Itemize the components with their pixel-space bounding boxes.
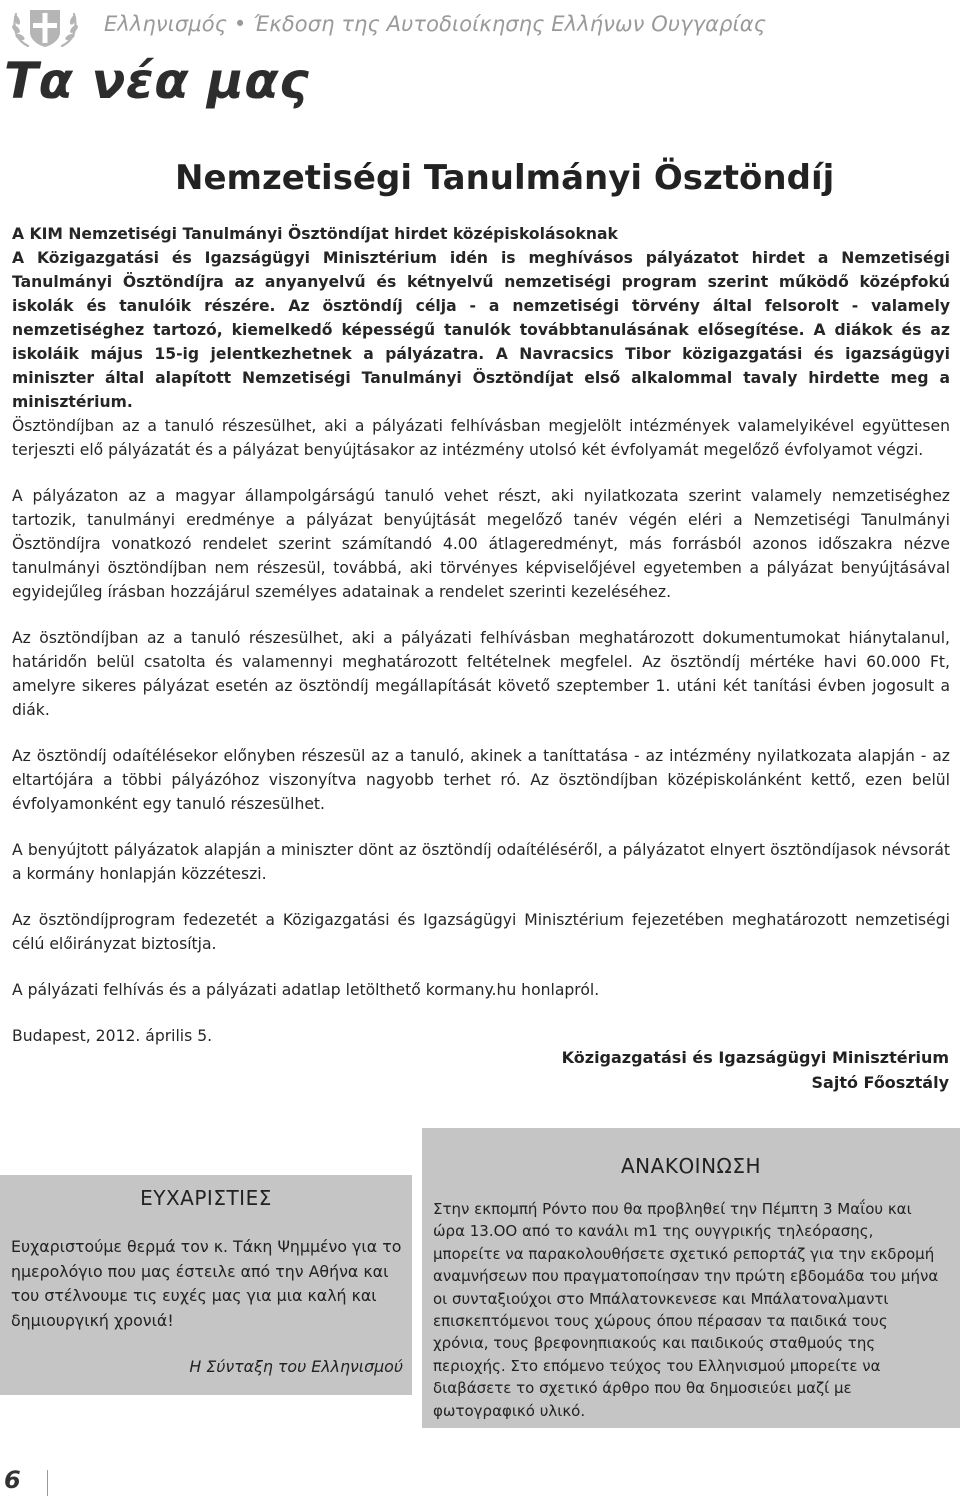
body-paragraph-3: Az ösztöndíjban az a tanuló részesülhet, aki a pályázati felhívásban meghatározott dokumentumokat hiánytalanul, határidőn belül csatolta és valamennyi meghatározott feltételnek megfelel. Az ösztöndíj mértéke havi 60.000 Ft, amelyre sikeres pályázat esetén az ösztöndíj megállapítását követő szeptember 1. utáni két tanítási évben jogosult a diák.: [12, 629, 950, 719]
section-title: Τα νέα μας: [4, 52, 310, 110]
thanks-box: [0, 1175, 412, 1395]
publication-line: Ελληνισμός • Έκδοση της Αυτοδιοίκησης Ελλήνων Ουγγαρίας: [104, 12, 767, 36]
thanks-text: Ευχαριστούμε θερμά τον κ. Τάκη Ψημμένο για το ημερολόγιο που μας έστειλε από την Αθήνα και του στέλνουμε τις ευχές μας για μια καλή και δημιουργική χρονιά!: [11, 1237, 402, 1330]
notice-text: Στην εκπομπή Ρόντο που θα προβληθεί την Πέμπτη 3 Μαΐου και ώρα 13.ΟΟ από το κανάλι m1 της ουγγρικής τηλεόρασης, μπορείτε να παρακολουθήσετε σχετικό ρεπορτάζ για την εκδρομή αναμνήσεων που πραγματοποίησαν την πρώτη εβδομάδα του μήνα οι συνταξιούχοι στο Μπάλατονκενεσε και Μπάλατοναλμαντι επισκεπτόμενοι τους χώρους όπου πέρασαν τα παιδικά τους χρόνια, τους βρεφονηπιακούς και παιδικούς σταθμούς της περιοχής. Στο επόμενο τεύχος του Ελληνισμού μπορείτε να διαβάσετε το σχετικό άρθρο που θα δημοσιεύει μαζί με φωτογραφικό υλικό.: [433, 1200, 939, 1420]
lead-paragraph: [12, 246, 950, 414]
dateline: Budapest, 2012. április 5.: [12, 1027, 213, 1045]
body-paragraph-1: Ösztöndíjban az a tanuló részesülhet, aki a pályázati felhívásban megjelölt intézmények valamelyikével együttesen terjeszti elő pályázatát és a pályázat benyújtásakor az intézmény utolsó két évfolyamát megelőző évfolyamot végzi.: [12, 417, 950, 459]
article-title: Nemzetiségi Tanulmányi Ösztöndíj: [175, 158, 835, 198]
lead-sentence-1: A Közigazgatási és Igazságügyi Minisztérium idén is meghívásos pályázatot hirdet a Nemzetiségi Tanulmányi Ösztöndíjra az anyanyelvű és kétnyelvű nemzetiségi program szerint működő középfokú iskolák és tanulóik részére.: [12, 249, 950, 315]
notice-box: [422, 1128, 960, 1428]
lead-sentence-4: A Navracsics Tibor közigazgatási és igazságügyi miniszter által alapított Nemzetiségi Tanulmányi Ösztöndíjat első alkalommal tavaly hirdette meg a minisztérium.: [12, 345, 951, 411]
article-body: [12, 222, 950, 1048]
body-paragraph-6: Az ösztöndíjprogram fedezetét a Közigazgatási és Igazságügyi Minisztérium fejezetében meghatározott nemzetiségi célú előirányzat biztosítja.: [12, 911, 950, 953]
lead-sentence-2: Az ösztöndíj célja - a nemzetiségi törvény által felsorolt - valamely nemzetiséghez tartozó, kiemelkedő képességű tanulók továbbtanulásának elősegítése.: [12, 297, 950, 339]
signature-ministry: Közigazgatási és Igazságügyi Minisztérium: [561, 1048, 949, 1067]
notice-title: ΑΝΑΚΟΙΝΩΣΗ: [621, 1154, 761, 1178]
thanks-title: ΕΥΧΑΡΙΣΤΙΕΣ: [140, 1186, 272, 1210]
signature-department: Sajtó Főosztály: [811, 1073, 949, 1092]
body-paragraph-2: A pályázaton az a magyar állampolgárságú tanuló vehet részt, aki nyilatkozata szerint valamely nemzetiséghez tartozik, tanulmányi eredménye a pályázat benyújtását megelőző tanév végén eléri a Nemzetiségi Tanulmányi Ösztöndíjra vonatkozó rendelet szerint számítandó 4.00 átlageredményt, más forrásból azonos időszakra nézve tanulmányi ösztöndíjban nem részesül, továbbá, aki törvényes képviselőjével egyetemben a pályázat benyújtásával egyidejűleg írásban hozzájárul személyes adatainak a rendelet szerinti kezeléséhez.: [12, 487, 950, 601]
body-paragraph-4: Az ösztöndíj odaítélésekor előnyben részesül az a tanuló, akinek a taníttatása - az intézmény nyilatkozata alapján - az eltartójára a többi pályázóhoz viszonyítva nagyobb terhet ró. Az ösztöndíjban középiskolánként kettő, ezen belül évfolyamonként egy tanuló részesülhet.: [12, 747, 950, 813]
lead-headline: A KIM Nemzetiségi Tanulmányi Ösztöndíjat hirdet középiskolásoknak: [12, 225, 618, 243]
article-signature: [562, 1045, 949, 1095]
body-paragraph-7: A pályázati felhívás és a pályázati adatlap letölthető kormany.hu honlapról.: [12, 981, 600, 999]
body-paragraph-5: A benyújtott pályázatok alapján a miniszter dönt az ösztöndíj odaítéléséről, a pályázatot elnyert ösztöndíjasok névsorát a kormány honlapján közzéteszi.: [12, 841, 950, 883]
lead-sentence-3: A diákok és az iskoláik május 15-ig jelentkezhetnek a pályázatra.: [12, 321, 950, 363]
thanks-signature: Η Σύνταξη του Ελληνισμού: [189, 1357, 403, 1376]
page-number: 6: [4, 1466, 21, 1494]
page-number-divider: [47, 1470, 48, 1496]
greek-cross-laurel-icon: [8, 4, 82, 50]
